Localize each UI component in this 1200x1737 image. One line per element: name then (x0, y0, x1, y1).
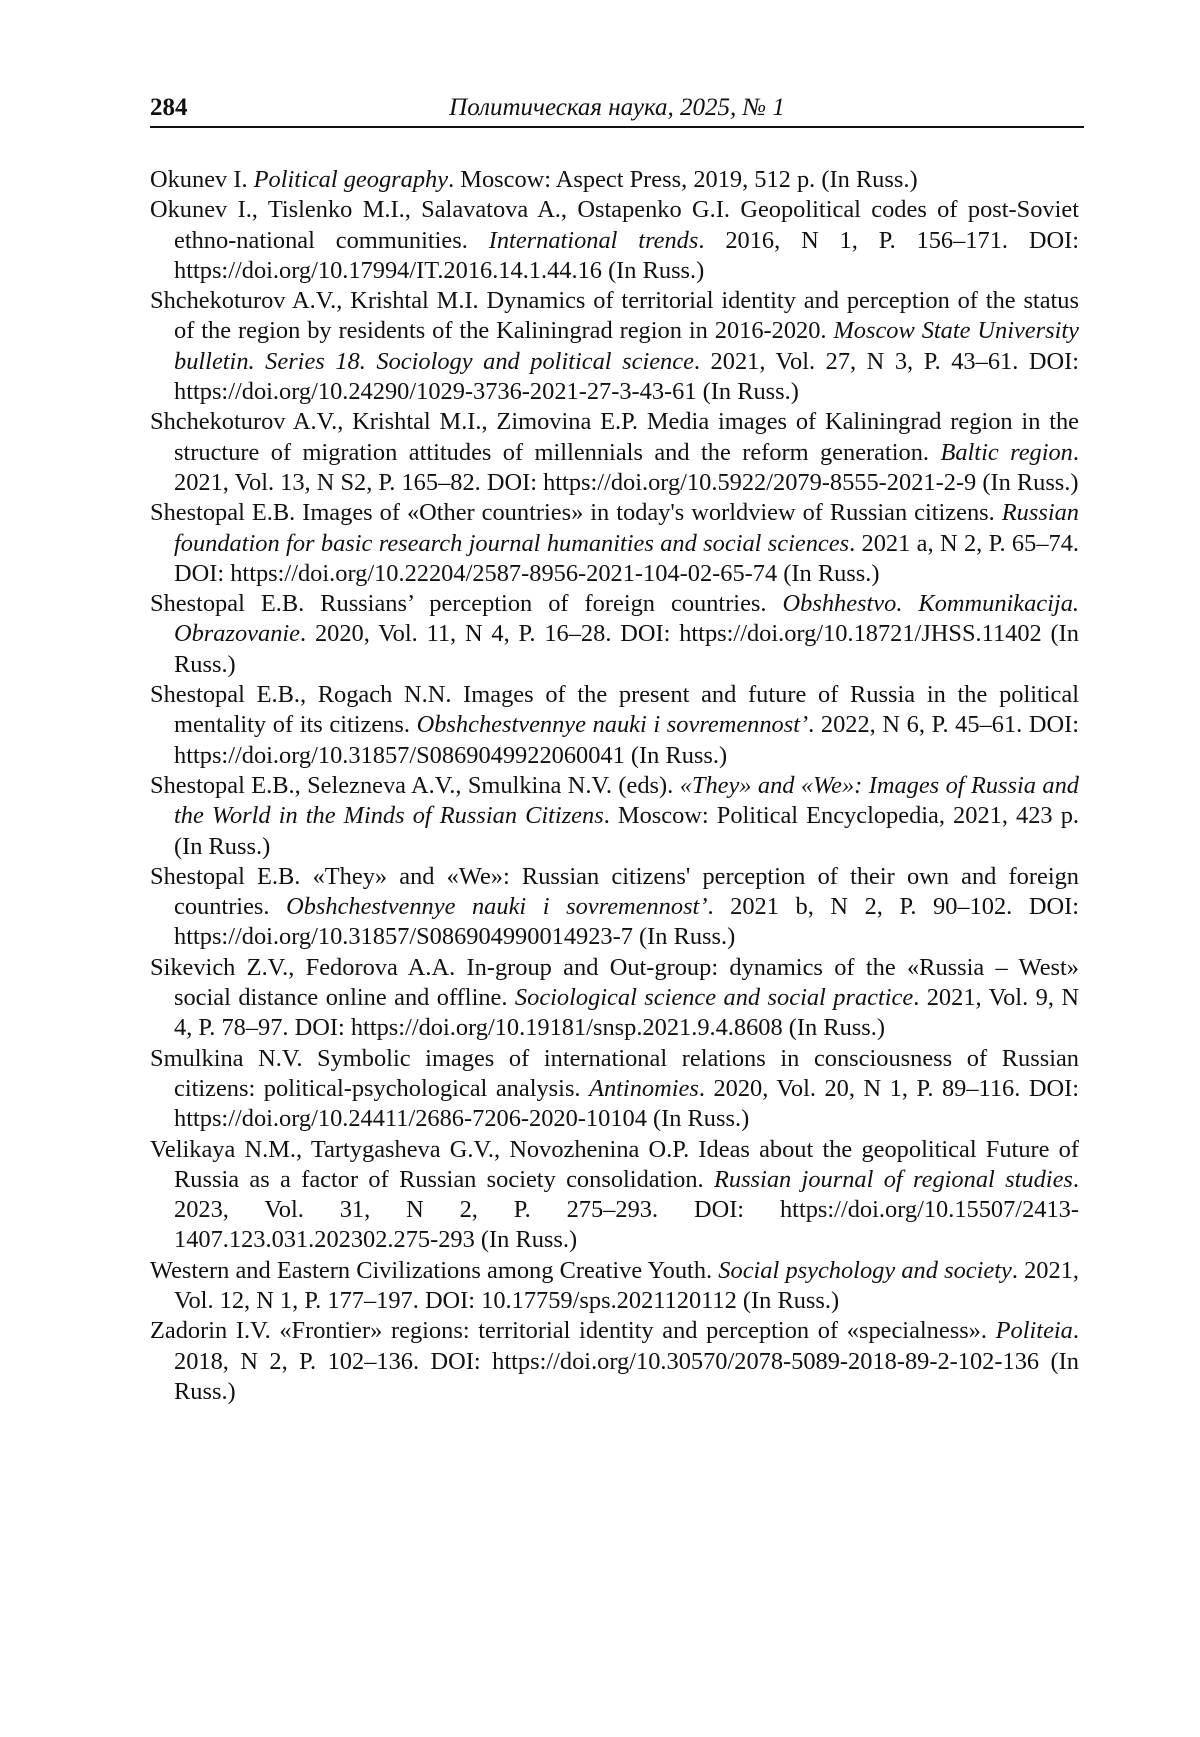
reference-entry (150, 953, 1079, 1044)
reference-text: Okunev I., Tislenko M.I., Salavatova A., Ostapenko G.I. Geopolitical codes of post-Soviet ethno-national communities. (150, 196, 1079, 254)
reference-entry (150, 680, 1079, 771)
reference-details: . 2021, Vol. 13, N S2, P. 165–82. DOI: https://doi.org/10.5922/2079-8555-2021-2-9 (In Russ.) (174, 438, 1079, 496)
reference-text: Shestopal E.B. «They» and «We»: Russian citizens' perception of their own and foreign countries. (150, 862, 1079, 921)
reference-details: . Moscow: Aspect Press, 2019, 512 p. (In Russ.) (448, 166, 918, 193)
reference-source-title: Obshchestvennye nauki i sovremennost’ (416, 711, 809, 739)
reference-entry (150, 407, 1079, 498)
reference-entry (150, 589, 1079, 680)
reference-details: . 2022, N 6, P. 45–61. DOI: https://doi.org/10.31857/S0869049922060041 (In Russ.) (174, 711, 1080, 769)
reference-text: Smulkina N.V. Symbolic images of international relations in consciousness of Russian citizens: political-psychological analysis. (150, 1044, 1079, 1102)
reference-source-title: Baltic region (940, 438, 1073, 466)
reference-entry (150, 862, 1079, 953)
reference-source-title: Obshchestvennye nauki i sovremennost’ (286, 893, 708, 921)
reference-details: . Moscow: Political Encyclopedia, 2021, 423 p. (In Russ.) (174, 802, 1079, 860)
reference-details: . 2021, Vol. 9, N 4, P. 78–97. DOI: https://doi.org/10.19181/snsp.2021.9.4.8608 (In Russ.) (174, 984, 1079, 1042)
reference-text: Shestopal E.B., Selezneva A.V., Smulkina N.V. (eds). (150, 771, 680, 799)
reference-source-title: Obshhestvo. Kommunikacija. Obrazovanie (174, 590, 1079, 648)
reference-text: Shchekoturov A.V., Krishtal M.I. Dynamics of territorial identity and perception of the status of the region by residents of the Kaliningrad region in 2016-2020. (150, 287, 1079, 345)
reference-source-title: Russian foundation for basic research journal humanities and social sciences (174, 499, 1079, 557)
reference-text: Shestopal E.B. Russians’ perception of foreign countries. (150, 590, 783, 618)
reference-details: . 2021, Vol. 12, N 1, P. 177–197. DOI: 10.17759/sps.2021120112 (In Russ.) (174, 1256, 1079, 1314)
reference-details: . 2023, Vol. 31, N 2, P. 275–293. DOI: https://doi.org/10.15507/2413-1407.123.031.202302.275-293 (In Russ.) (174, 1165, 1079, 1254)
reference-source-title: Antinomies (589, 1074, 699, 1102)
reference-text: Velikaya N.M., Tartygasheva G.V., Novozhenina O.P. Ideas about the geopolitical Future of Russia as a factor of Russian society consolidation. (150, 1135, 1079, 1193)
reference-source-title: Moscow State University bulletin. Series 18. Sociology and political science (174, 317, 1079, 375)
reference-details: . 2021, Vol. 27, N 3, P. 43–61. DOI: https://doi.org/10.24290/1029-3736-2021-27-3-43-61 (In Russ.) (174, 347, 1079, 406)
reference-source-title: Russian journal of regional studies (713, 1165, 1073, 1193)
reference-source-title: Political geography (253, 166, 449, 193)
reference-details: . 2021 a, N 2, P. 65–74. DOI: https://doi.org/10.22204/2587-8956-2021-104-02-65-74 (In Russ.) (174, 529, 1080, 587)
reference-entry (150, 1316, 1079, 1407)
reference-source-title: Sociological science and social practice (514, 984, 914, 1012)
reference-text: Shchekoturov A.V., Krishtal M.I., Zimovina E.P. Media images of Kaliningrad region in the structure of migration attitudes of millennials and the reform generation. (150, 408, 1079, 466)
reference-entry (150, 165, 1079, 195)
reference-text: Sikevich Z.V., Fedorova A.A. In-group and Out-group: dynamics of the «Russia – West» social distance online and offline. (150, 953, 1079, 1012)
reference-source-title: Social psychology and society (718, 1256, 1012, 1284)
reference-entry (150, 1256, 1079, 1317)
reference-details: . 2020, Vol. 20, N 1, P. 89–116. DOI: https://doi.org/10.24411/2686-7206-2020-10104 (In Russ.) (174, 1074, 1079, 1133)
reference-entry (150, 1044, 1079, 1135)
reference-entry (150, 1135, 1079, 1256)
reference-details: . 2018, N 2, P. 102–136. DOI: https://doi.org/10.30570/2078-5089-2018-89-2-102-136 (In Russ.) (174, 1317, 1079, 1405)
reference-details: . 2021 b, N 2, P. 90–102. DOI: https://doi.org/10.31857/S086904990014923-7 (In Russ.) (174, 893, 1079, 951)
reference-source-title: International trends (488, 226, 699, 254)
reference-entry (150, 195, 1079, 286)
reference-list (150, 165, 1079, 1407)
reference-source-title: «They» and «We»: Images of Russia and the World in the Minds of Russian Citizens (174, 771, 1079, 830)
reference-details: . 2016, N 1, P. 156–171. DOI: https://doi.org/10.17994/IT.2016.14.1.44.16 (In Russ.) (174, 226, 1079, 284)
running-title: Политическая наука, 2025, № 1 (449, 94, 785, 121)
reference-entry (150, 498, 1079, 589)
reference-text: Shestopal E.B. Images of «Other countries» in today's worldview of Russian citizens. (150, 499, 1002, 527)
reference-entry (150, 286, 1079, 407)
page-number: 284 (150, 94, 188, 121)
page-header (150, 92, 1084, 128)
reference-text: Zadorin I.V. «Frontier» regions: territorial identity and perception of «specialness». (150, 1317, 996, 1345)
reference-text: Shestopal E.B., Rogach N.N. Images of the present and future of Russia in the political mentality of its citizens. (150, 681, 1079, 739)
reference-source-title: Politeia (995, 1317, 1073, 1345)
reference-text: Western and Eastern Civilizations among Creative Youth. (150, 1256, 719, 1284)
reference-details: . 2020, Vol. 11, N 4, P. 16–28. DOI: https://doi.org/10.18721/JHSS.11402 (In Russ.) (174, 620, 1079, 678)
reference-entry (150, 771, 1079, 862)
reference-text: Okunev I. (150, 166, 254, 193)
